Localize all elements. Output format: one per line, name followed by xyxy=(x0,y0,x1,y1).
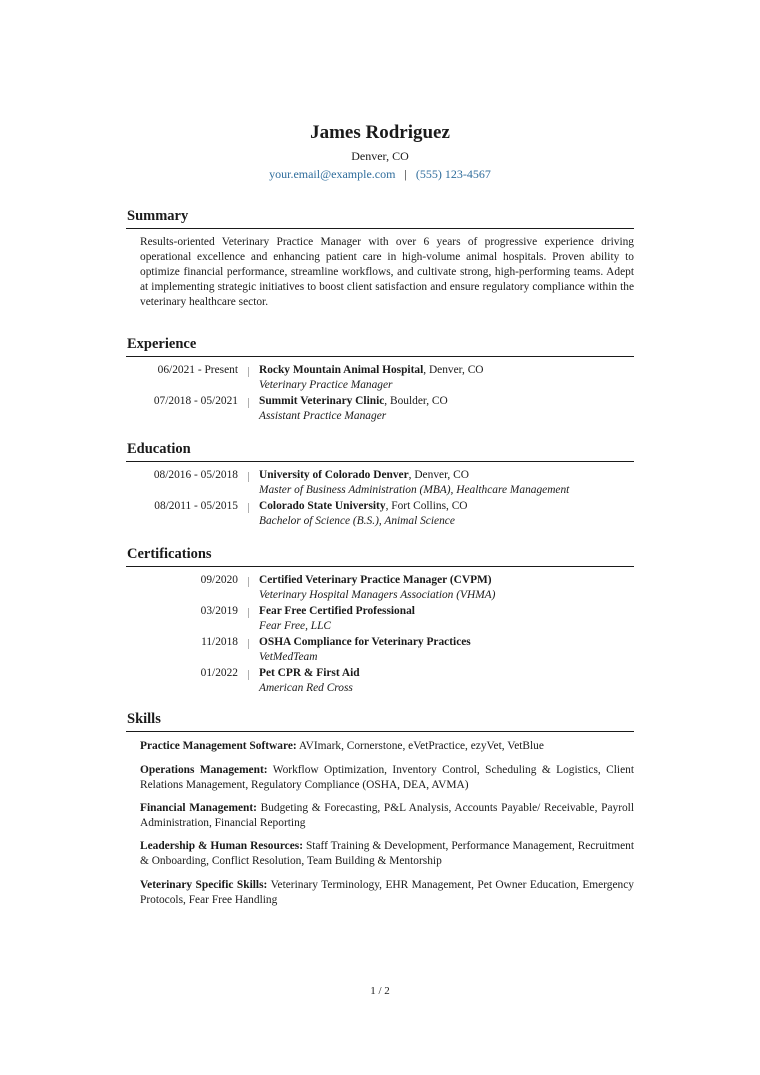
certification-date: 11/2018 xyxy=(201,636,238,648)
entry-place: , Denver, CO xyxy=(423,364,484,376)
entry-org: Certified Veterinary Practice Manager (CVPM) xyxy=(259,574,492,586)
entry-role: VetMedTeam xyxy=(259,651,318,664)
entry-org: Rocky Mountain Animal Hospital xyxy=(259,364,424,376)
entry-org: OSHA Compliance for Veterinary Practices xyxy=(259,636,471,648)
entry-place: , Denver, CO xyxy=(408,469,469,481)
contact-line xyxy=(0,167,760,182)
certification-date: 03/2019 xyxy=(200,605,238,617)
certification-entry xyxy=(259,604,639,635)
entry-org: Summit Veterinary Clinic xyxy=(259,395,385,407)
date-divider xyxy=(248,670,249,680)
certification-entry xyxy=(259,666,639,697)
entry-role: American Red Cross xyxy=(259,682,353,695)
certification-date: 09/2020 xyxy=(200,574,238,586)
entry-role: Veterinary Hospital Managers Association (VHMA) xyxy=(259,589,496,602)
experience-date: 06/2021 - Present xyxy=(157,364,238,376)
section-rule xyxy=(126,228,634,229)
skill-item xyxy=(140,839,634,870)
date-divider xyxy=(248,577,249,587)
entry-org: Pet CPR & First Aid xyxy=(259,667,360,679)
experience-entry xyxy=(259,394,639,425)
certification-entry xyxy=(259,635,639,666)
date-divider xyxy=(248,398,249,408)
section-rule xyxy=(126,356,634,357)
entry-org: Fear Free Certified Professional xyxy=(259,605,415,617)
date-divider xyxy=(248,639,249,649)
skill-item xyxy=(140,739,634,754)
section-title-summary: Summary xyxy=(127,208,189,224)
date-divider xyxy=(248,472,249,482)
email-link[interactable]: your.email@example.com xyxy=(269,167,396,181)
certification-date: 01/2022 xyxy=(200,667,238,679)
skill-label: Operations Management: xyxy=(140,764,268,776)
entry-org: University of Colorado Denver xyxy=(259,469,409,481)
skill-label: Financial Management: xyxy=(140,802,257,814)
page-number: 1 / 2 xyxy=(370,985,390,997)
section-title-skills: Skills xyxy=(127,711,161,727)
date-divider xyxy=(248,367,249,377)
candidate-name: James Rodriguez xyxy=(310,122,450,143)
entry-role: Master of Business Administration (MBA), Healthcare Management xyxy=(259,484,570,497)
entry-role: Assistant Practice Manager xyxy=(259,410,387,423)
education-date: 08/2016 - 05/2018 xyxy=(153,469,238,481)
summary-text: Results-oriented Veterinary Practice Manager with over 6 years of progressive experience driving operational excellence and enhancing patient care in high-volume animal hospitals. Proven ability to optimize financial performance, streamline workflows, and cultivate strong, high-performing teams. Adept at implementing strategic initiatives to boost client satisfaction and ensure regulatory compliance within the veterinary healthcare sector. xyxy=(140,236,634,308)
skill-label: Practice Management Software: xyxy=(140,740,297,752)
skill-item xyxy=(140,763,634,794)
section-title-education: Education xyxy=(127,441,191,457)
skill-text: Staff Training & Development, Performance Management, Recruitment & Onboarding, Conflict Resolution, Team Building & Mentorship xyxy=(140,840,634,868)
contact-separator: | xyxy=(404,167,407,181)
entry-place: , Fort Collins, CO xyxy=(385,500,468,512)
phone-link[interactable]: (555) 123-4567 xyxy=(415,167,491,181)
experience-entry xyxy=(259,363,639,394)
entry-role: Bachelor of Science (B.S.), Animal Science xyxy=(259,515,455,528)
date-divider xyxy=(248,608,249,618)
skill-text: Budgeting & Forecasting, P&L Analysis, Accounts Payable/ Receivable, Payroll Administration, Financial Reporting xyxy=(140,802,635,830)
skill-text: Veterinary Terminology, EHR Management, Pet Owner Education, Emergency Protocols, Fear Free Handling xyxy=(140,879,634,907)
certification-entry xyxy=(259,573,639,604)
section-rule xyxy=(126,566,634,567)
skill-text: AVImark, Cornerstone, eVetPractice, ezyVet, VetBlue xyxy=(296,740,544,752)
skill-label: Veterinary Specific Skills: xyxy=(140,879,268,891)
skill-item xyxy=(140,801,634,832)
education-date: 08/2011 - 05/2015 xyxy=(154,500,238,512)
section-rule xyxy=(126,731,634,732)
entry-role: Veterinary Practice Manager xyxy=(259,379,393,392)
entry-org: Colorado State University xyxy=(259,500,386,512)
education-entry xyxy=(259,468,639,499)
candidate-location: Denver, CO xyxy=(351,149,409,163)
experience-date: 07/2018 - 05/2021 xyxy=(153,395,238,407)
entry-role: Fear Free, LLC xyxy=(259,620,332,633)
education-entry xyxy=(259,499,639,530)
skill-label: Leadership & Human Resources: xyxy=(140,840,304,852)
date-divider xyxy=(248,503,249,513)
skill-item xyxy=(140,878,634,909)
section-rule xyxy=(126,461,634,462)
entry-place: , Boulder, CO xyxy=(384,395,448,407)
section-title-experience: Experience xyxy=(127,336,197,352)
skill-text: Workflow Optimization, Inventory Control, Scheduling & Logistics, Client Relations Management, Regulatory Compliance (OSHA, DEA, AVMA) xyxy=(140,764,634,792)
section-title-certifications: Certifications xyxy=(127,546,212,562)
